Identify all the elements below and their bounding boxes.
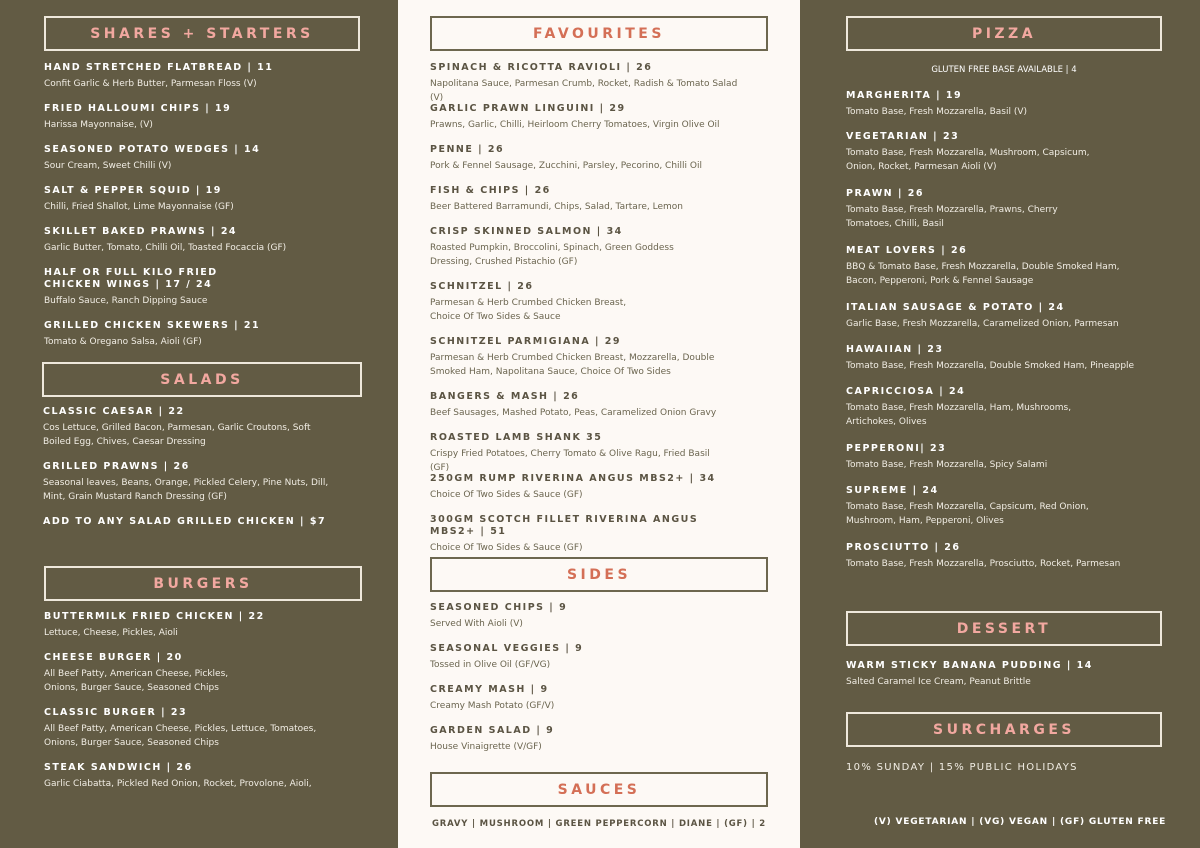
item-desc: Tomato & Oregano Salsa, Aioli (GF) [44,337,202,347]
menu-item [846,542,1136,584]
menu-item [43,461,333,516]
item-desc: Crispy Fried Potatoes, Cherry Tomato & Olive Ragu, Fried Basil (GF) [430,449,710,473]
item-name: VEGETARIAN | 23 [846,131,960,142]
item-name: SEASONED POTATO WEDGES | 14 [44,144,261,155]
menu-item [430,643,730,684]
item-desc: Chilli, Fried Shallot, Lime Mayonnaise (GF) [44,202,234,212]
item-name: HAWAIIAN | 23 [846,344,944,355]
menu-item [430,103,730,144]
menu-item [430,281,630,336]
sauces-header: SAUCES [430,772,768,807]
surcharges-line: 10% SUNDAY | 15% PUBLIC HOLIDAYS [846,762,1078,773]
menu-item [430,684,730,725]
item-name: SEASONED CHIPS | 9 [430,602,568,613]
item-name: WARM STICKY BANANA PUDDING | 14 [846,660,1093,671]
item-name: GARLIC PRAWN LINGUINI | 29 [430,103,626,114]
item-name: ADD TO ANY SALAD GRILLED CHICKEN | $7 [43,516,327,527]
dessert-header: DESSERT [846,611,1162,646]
item-desc: Parmesan & Herb Crumbed Chicken Breast, Mozzarella, Double Smoked Ham, Napolitana Sauce, Choice Of Two Sides [430,353,715,377]
menu-item [44,762,336,803]
item-name: 300GM SCOTCH FILLET RIVERINA ANGUS MBS2+ | 51 [430,514,699,537]
item-desc: Beef Sausages, Mashed Potato, Peas, Caramelized Onion Gravy [430,408,717,418]
menu-item [44,320,344,361]
shares-header: SHARES + STARTERS [44,16,360,51]
item-name: BUTTERMILK FRIED CHICKEN | 22 [44,611,265,622]
item-name: SKILLET BAKED PRAWNS | 24 [44,226,238,237]
item-desc: BBQ & Tomato Base, Fresh Mozzarella, Double Smoked Ham, Bacon, Pepperoni, Pork & Fennel Sausage [846,262,1120,286]
item-desc: Served With Aioli (V) [430,619,523,629]
item-desc: Harissa Mayonnaise, (V) [44,120,153,130]
menu-item [430,62,740,103]
item-name: HAND STRETCHED FLATBREAD | 11 [44,62,274,73]
item-name: CRISP SKINNED SALMON | 34 [430,226,623,237]
item-desc: Tomato Base, Fresh Mozzarella, Spicy Salami [846,460,1048,470]
dietary-legend: (V) VEGETARIAN | (VG) VEGAN | (GF) GLUTEN FREE [874,817,1167,827]
item-name: ROASTED LAMB SHANK 35 [430,432,603,443]
menu-item [846,131,1111,188]
item-desc: Tossed in Olive Oil (GF/VG) [430,660,551,670]
menu-item [430,185,730,226]
menu-item [44,707,336,762]
item-desc: Garlic Base, Fresh Mozzarella, Caramelized Onion, Parmesan [846,319,1119,329]
item-desc: All Beef Patty, American Cheese, Pickles, Lettuce, Tomatoes, Onions, Burger Sauce, Seasoned Chips [44,724,317,748]
left-column [0,0,398,848]
item-desc: Salted Caramel Ice Cream, Peanut Brittle [846,677,1031,687]
item-desc: Garlic Ciabatta, Pickled Red Onion, Rocket, Provolone, Aioli, [44,779,312,789]
menu-item [846,485,1131,542]
menu-item [846,245,1121,302]
item-name: MEAT LOVERS | 26 [846,245,968,256]
item-desc: Buffalo Sauce, Ranch Dipping Sauce [44,296,208,306]
item-desc: Creamy Mash Potato (GF/V) [430,701,555,711]
menu-item [846,302,1136,344]
menu-item [846,188,1096,245]
item-desc: Tomato Base, Fresh Mozzarella, Double Smoked Ham, Pineapple [846,361,1135,371]
menu-item [846,443,1136,485]
item-name: FRIED HALLOUMI CHIPS | 19 [44,103,232,114]
sides-list [430,602,730,766]
item-desc: House Vinaigrette (V/GF) [430,742,542,752]
item-desc: Choice Of Two Sides & Sauce (GF) [430,490,583,500]
menu-item [846,344,1136,386]
gluten-free-note: GLUTEN FREE BASE AVAILABLE | 4 [931,65,1077,75]
item-desc: Cos Lettuce, Grilled Bacon, Parmesan, Garlic Croutons, Soft Boiled Egg, Chives, Caesar Dressing [43,423,311,447]
item-name: MARGHERITA | 19 [846,90,963,101]
item-name: FISH & CHIPS | 26 [430,185,551,196]
item-name: PEPPERONI| 23 [846,443,947,454]
menu-item [44,103,344,144]
item-name: BANGERS & MASH | 26 [430,391,580,402]
item-desc: Roasted Pumpkin, Broccolini, Spinach, Green Goddess Dressing, Crushed Pistachio (GF) [430,243,674,267]
menu-item [846,386,1106,443]
item-name: SCHNITZEL PARMIGIANA | 29 [430,336,622,347]
menu-item [430,336,720,391]
middle-column [398,0,800,848]
item-desc: Garlic Butter, Tomato, Chilli Oil, Toasted Focaccia (GF) [44,243,287,253]
menu-item [43,516,363,536]
salads-header: SALADS [42,362,362,397]
item-name: SCHNITZEL | 26 [430,281,534,292]
menu-item [846,660,1146,689]
surcharges-header: SURCHARGES [846,712,1162,747]
menu-item [430,144,730,185]
item-desc: Pork & Fennel Sausage, Zucchini, Parsley, Pecorino, Chilli Oil [430,161,702,171]
item-name: SEASONAL VEGGIES | 9 [430,643,584,654]
item-name: CREAMY MASH | 9 [430,684,549,695]
item-name: CHEESE BURGER | 20 [44,652,183,663]
item-desc: Prawns, Garlic, Chilli, Heirloom Cherry Tomatoes, Virgin Olive Oil [430,120,720,130]
item-desc: Tomato Base, Fresh Mozzarella, Prawns, Cherry Tomatoes, Chilli, Basil [846,205,1058,229]
item-desc: Tomato Base, Fresh Mozzarella, Ham, Mushrooms, Artichokes, Olives [846,403,1072,427]
item-name: PENNE | 26 [430,144,505,155]
item-name: ITALIAN SAUSAGE & POTATO | 24 [846,302,1065,313]
menu-item [44,185,344,226]
item-desc: Beer Battered Barramundi, Chips, Salad, Tartare, Lemon [430,202,683,212]
burgers-list [44,611,336,803]
menu-item [44,144,344,185]
item-name: SUPREME | 24 [846,485,939,496]
item-name: HALF OR FULL KILO FRIED CHICKEN WINGS | 17 / 24 [44,267,218,290]
menu-item [44,611,336,652]
item-name: GARDEN SALAD | 9 [430,725,555,736]
item-name: STEAK SANDWICH | 26 [44,762,193,773]
item-name: PROSCIUTTO | 26 [846,542,961,553]
item-desc: Choice Of Two Sides & Sauce (GF) [430,543,583,553]
menu-item [846,90,1136,131]
menu-item [44,267,259,320]
menu-item [430,432,730,473]
item-name: SPINACH & RICOTTA RAVIOLI | 26 [430,62,653,73]
item-name: 250GM RUMP RIVERINA ANGUS MBS2+ | 34 [430,473,716,484]
item-name: GRILLED CHICKEN SKEWERS | 21 [44,320,261,331]
item-desc: Tomato Base, Fresh Mozzarella, Prosciutto, Rocket, Parmesan [846,559,1121,569]
menu-item [44,652,264,707]
item-name: CAPRICCIOSA | 24 [846,386,966,397]
item-desc: Parmesan & Herb Crumbed Chicken Breast, Choice Of Two Sides & Sauce [430,298,627,322]
item-desc: Sour Cream, Sweet Chilli (V) [44,161,172,171]
item-desc: Confit Garlic & Herb Butter, Parmesan Floss (V) [44,79,257,89]
shares-list [44,62,344,361]
item-name: CLASSIC CAESAR | 22 [43,406,185,417]
item-name: SALT & PEPPER SQUID | 19 [44,185,222,196]
pizza-header: PIZZA [846,16,1162,51]
menu-item [430,391,730,432]
dessert-list [846,660,1146,689]
item-desc: Tomato Base, Fresh Mozzarella, Capsicum, Red Onion, Mushroom, Ham, Pepperoni, Olives [846,502,1089,526]
menu-item [430,473,730,514]
menu-item [44,226,344,267]
menu-item [430,725,730,766]
menu-item [430,602,730,643]
item-desc: Tomato Base, Fresh Mozzarella, Basil (V) [846,107,1028,117]
burgers-header: BURGERS [44,566,362,601]
item-desc: All Beef Patty, American Cheese, Pickles, Onions, Burger Sauce, Seasoned Chips [44,669,229,693]
menu-item [430,514,740,555]
item-desc: Lettuce, Cheese, Pickles, Aioli [44,628,178,638]
favourites-header: FAVOURITES [430,16,768,51]
item-desc: Tomato Base, Fresh Mozzarella, Mushroom, Capsicum, Onion, Rocket, Parmesan Aioli (V) [846,148,1090,172]
sides-header: SIDES [430,557,768,592]
item-name: GRILLED PRAWNS | 26 [43,461,190,472]
salads-list [43,406,333,536]
item-desc: Napolitana Sauce, Parmesan Crumb, Rocket, Radish & Tomato Salad (V) [430,79,738,103]
menu-item [430,226,715,281]
item-desc: Seasonal leaves, Beans, Orange, Pickled Celery, Pine Nuts, Dill, Mint, Grain Mustard Ranch Dressing (GF) [43,478,329,502]
item-name: CLASSIC BURGER | 23 [44,707,188,718]
sauces-line: GRAVY | MUSHROOM | GREEN PEPPERCORN | DIANE | (GF) | 2 [432,819,766,829]
right-column [800,0,1200,848]
pizza-list [846,90,1136,584]
favourites-list [430,62,738,555]
menu-item [43,406,333,461]
item-name: PRAWN | 26 [846,188,924,199]
menu-item [44,62,344,103]
